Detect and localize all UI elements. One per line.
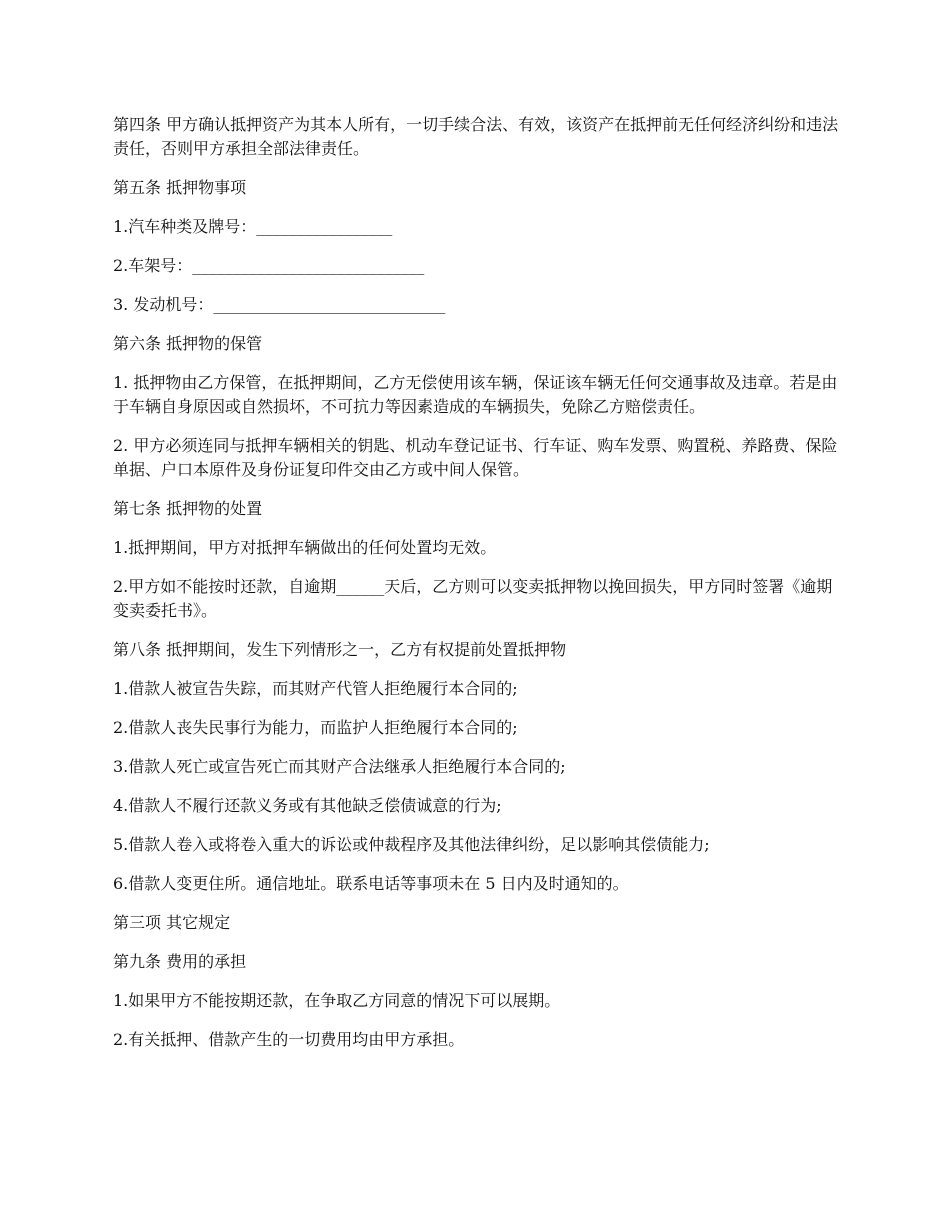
clause-7-heading: 第七条 抵押物的处置 (113, 499, 263, 518)
clause-8-item-4: 4.借款人不履行还款义务或有其他缺乏偿债诚意的行为; (113, 796, 502, 815)
document-page (113, 113, 843, 1067)
clause-9-item-1: 1.如果甲方不能按期还款，在争取乙方同意的情况下可以展期。 (113, 991, 561, 1010)
section-3-heading: 第三项 其它规定 (113, 913, 231, 932)
clause-4-paragraph: 第四条 甲方确认抵押资产为其本人所有，一切手续合法、有效，该资产在抵押前无任何经济纠纷和违法责任，否则甲方承担全部法律责任。 (113, 115, 839, 158)
clause-7-item-2: 2.甲方如不能按时还款，自逾期______天后，乙方则可以变卖抵押物以挽回损失，甲方同时签署《逾期变卖委托书》。 (113, 577, 833, 620)
engine-number-line: 3. 发动机号：_____________________________ (113, 295, 446, 314)
clause-9-item-2: 2.有关抵押、借款产生的一切费用均由甲方承担。 (113, 1030, 465, 1049)
clause-6-heading: 第六条 抵押物的保管 (113, 334, 263, 353)
clause-8-item-3: 3.借款人死亡或宣告死亡而其财产合法继承人拒绝履行本合同的; (113, 757, 566, 776)
clause-6-item-1: 1. 抵押物由乙方保管，在抵押期间，乙方无偿使用该车辆，保证该车辆无任何交通事故及违章。若是由于车辆自身原因或自然损坏，不可抗力等因素造成的车辆损失，免除乙方赔偿责任。 (113, 373, 838, 416)
clause-7-item-1: 1.抵押期间，甲方对抵押车辆做出的任何处置均无效。 (113, 538, 497, 557)
clause-8-item-2: 2.借款人丧失民事行为能力，而监护人拒绝履行本合同的; (113, 718, 518, 737)
clause-5-heading: 第五条 抵押物事项 (113, 178, 247, 197)
clause-9-heading: 第九条 费用的承担 (113, 952, 247, 971)
frame-number-line: 2.车架号：_____________________________ (113, 256, 425, 275)
clause-8-item-5: 5.借款人卷入或将卷入重大的诉讼或仲裁程序及其他法律纠纷，足以影响其偿债能力; (113, 835, 710, 854)
clause-6-item-2: 2. 甲方必须连同与抵押车辆相关的钥匙、机动车登记证书、行车证、购车发票、购置税、养路费、保险单据、户口本原件及身份证复印件交由乙方或中间人保管。 (113, 436, 838, 479)
clause-8-heading: 第八条 抵押期间，发生下列情形之一，乙方有权提前处置抵押物 (113, 640, 567, 659)
clause-8-item-1: 1.借款人被宣告失踪，而其财产代管人拒绝履行本合同的; (113, 679, 518, 698)
clause-8-item-6: 6.借款人变更住所。通信地址。联系电话等事项未在 5 日内及时通知的。 (113, 874, 629, 893)
vehicle-type-plate-line: 1.汽车种类及牌号：_________________ (113, 217, 393, 236)
